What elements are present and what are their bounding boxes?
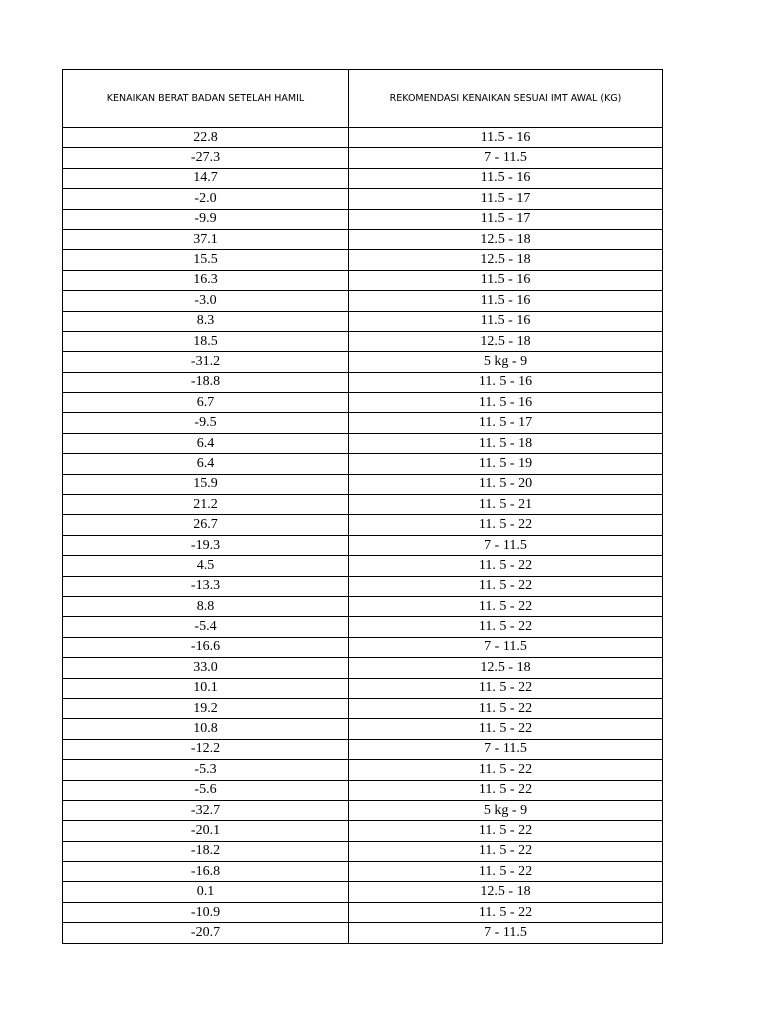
cell-recommendation[interactable]: 11.5 - 16 [349, 311, 663, 331]
cell-weight-gain[interactable]: -12.2 [63, 739, 349, 759]
cell-recommendation[interactable]: 11. 5 - 22 [349, 576, 663, 596]
cell-recommendation[interactable]: 7 - 11.5 [349, 739, 663, 759]
table-row [63, 556, 663, 576]
cell-recommendation[interactable]: 11. 5 - 22 [349, 719, 663, 739]
cell-weight-gain[interactable]: 37.1 [63, 229, 349, 249]
table-row [63, 495, 663, 515]
cell-recommendation[interactable]: 11.5 - 17 [349, 189, 663, 209]
table-row [63, 474, 663, 494]
cell-recommendation[interactable]: 11. 5 - 18 [349, 433, 663, 453]
table-row [63, 882, 663, 902]
table-row [63, 780, 663, 800]
cell-recommendation[interactable]: 7 - 11.5 [349, 148, 663, 168]
table-row [63, 311, 663, 331]
cell-recommendation[interactable]: 11. 5 - 22 [349, 596, 663, 616]
cell-weight-gain[interactable]: 18.5 [63, 331, 349, 351]
table-row [63, 923, 663, 943]
table-row [63, 352, 663, 372]
cell-weight-gain[interactable]: -16.6 [63, 637, 349, 657]
cell-recommendation[interactable]: 12.5 - 18 [349, 250, 663, 270]
cell-weight-gain[interactable]: 21.2 [63, 495, 349, 515]
table-row [63, 128, 663, 148]
cell-weight-gain[interactable]: 14.7 [63, 168, 349, 188]
cell-recommendation[interactable]: 11.5 - 16 [349, 270, 663, 290]
table-body [63, 128, 663, 944]
table-row [63, 821, 663, 841]
cell-weight-gain[interactable]: -20.7 [63, 923, 349, 943]
cell-weight-gain[interactable]: 6.4 [63, 433, 349, 453]
cell-recommendation[interactable]: 11.5 - 16 [349, 291, 663, 311]
table-row [63, 168, 663, 188]
cell-recommendation[interactable]: 11. 5 - 22 [349, 617, 663, 637]
table-row [63, 678, 663, 698]
cell-weight-gain[interactable]: 10.8 [63, 719, 349, 739]
cell-weight-gain[interactable]: -5.4 [63, 617, 349, 637]
header-row [63, 70, 663, 128]
cell-recommendation[interactable]: 11. 5 - 22 [349, 862, 663, 882]
table-row [63, 760, 663, 780]
cell-weight-gain[interactable]: -31.2 [63, 352, 349, 372]
cell-weight-gain[interactable]: 0.1 [63, 882, 349, 902]
cell-recommendation[interactable]: 7 - 11.5 [349, 923, 663, 943]
cell-weight-gain[interactable]: 8.8 [63, 596, 349, 616]
table-row [63, 454, 663, 474]
cell-weight-gain[interactable]: -18.2 [63, 841, 349, 861]
table-row [63, 372, 663, 392]
cell-weight-gain[interactable]: -9.9 [63, 209, 349, 229]
table-row [63, 719, 663, 739]
cell-recommendation[interactable]: 11.5 - 16 [349, 168, 663, 188]
cell-weight-gain[interactable]: -27.3 [63, 148, 349, 168]
cell-weight-gain[interactable]: -5.6 [63, 780, 349, 800]
cell-recommendation[interactable]: 11.5 - 16 [349, 128, 663, 148]
table-row [63, 229, 663, 249]
table-row [63, 698, 663, 718]
cell-weight-gain[interactable]: -2.0 [63, 189, 349, 209]
table-row [63, 841, 663, 861]
table-row [63, 331, 663, 351]
table-row [63, 148, 663, 168]
cell-recommendation[interactable]: 12.5 - 18 [349, 882, 663, 902]
table-row [63, 209, 663, 229]
cell-recommendation[interactable]: 11. 5 - 22 [349, 780, 663, 800]
cell-weight-gain[interactable]: 8.3 [63, 311, 349, 331]
cell-weight-gain[interactable]: 19.2 [63, 698, 349, 718]
cell-recommendation[interactable]: 7 - 11.5 [349, 535, 663, 555]
cell-recommendation[interactable]: 5 kg - 9 [349, 800, 663, 820]
cell-weight-gain[interactable]: 4.5 [63, 556, 349, 576]
table-row [63, 739, 663, 759]
weight-gain-table [62, 69, 663, 944]
cell-recommendation[interactable]: 12.5 - 18 [349, 229, 663, 249]
table-row [63, 515, 663, 535]
cell-recommendation[interactable]: 11. 5 - 22 [349, 902, 663, 922]
cell-recommendation[interactable]: 11. 5 - 22 [349, 841, 663, 861]
cell-recommendation[interactable]: 7 - 11.5 [349, 637, 663, 657]
cell-weight-gain[interactable]: 6.4 [63, 454, 349, 474]
cell-recommendation[interactable]: 11. 5 - 20 [349, 474, 663, 494]
cell-weight-gain[interactable]: -9.5 [63, 413, 349, 433]
table-row [63, 250, 663, 270]
table-row [63, 433, 663, 453]
cell-weight-gain[interactable]: 16.3 [63, 270, 349, 290]
cell-weight-gain[interactable]: 33.0 [63, 658, 349, 678]
cell-recommendation[interactable]: 11. 5 - 16 [349, 393, 663, 413]
cell-weight-gain[interactable]: -19.3 [63, 535, 349, 555]
table-row [63, 393, 663, 413]
cell-recommendation[interactable]: 12.5 - 18 [349, 658, 663, 678]
table-row [63, 617, 663, 637]
cell-weight-gain[interactable]: -16.8 [63, 862, 349, 882]
header-recommendation: REKOMENDASI KENAIKAN SESUAI IMT AWAL (KG) [349, 70, 663, 128]
cell-weight-gain[interactable]: -13.3 [63, 576, 349, 596]
cell-weight-gain[interactable]: 10.1 [63, 678, 349, 698]
table-row [63, 658, 663, 678]
table-row [63, 862, 663, 882]
cell-recommendation[interactable]: 11. 5 - 22 [349, 678, 663, 698]
table-row [63, 576, 663, 596]
cell-weight-gain[interactable]: 26.7 [63, 515, 349, 535]
cell-recommendation[interactable]: 11. 5 - 22 [349, 760, 663, 780]
cell-recommendation[interactable]: 5 kg - 9 [349, 352, 663, 372]
cell-recommendation[interactable]: 11. 5 - 16 [349, 372, 663, 392]
cell-weight-gain[interactable]: 22.8 [63, 128, 349, 148]
cell-weight-gain[interactable]: -5.3 [63, 760, 349, 780]
cell-weight-gain[interactable]: -32.7 [63, 800, 349, 820]
cell-recommendation[interactable]: 11. 5 - 21 [349, 495, 663, 515]
cell-recommendation[interactable]: 11. 5 - 22 [349, 821, 663, 841]
table-row [63, 189, 663, 209]
table-row [63, 800, 663, 820]
cell-recommendation[interactable]: 11. 5 - 19 [349, 454, 663, 474]
cell-weight-gain[interactable]: 6.7 [63, 393, 349, 413]
cell-weight-gain[interactable]: -18.8 [63, 372, 349, 392]
header-weight-gain: KENAIKAN BERAT BADAN SETELAH HAMIL [63, 70, 349, 128]
cell-recommendation[interactable]: 11. 5 - 17 [349, 413, 663, 433]
cell-weight-gain[interactable]: 15.9 [63, 474, 349, 494]
cell-weight-gain[interactable]: -3.0 [63, 291, 349, 311]
table-row [63, 637, 663, 657]
cell-recommendation[interactable]: 12.5 - 18 [349, 331, 663, 351]
cell-recommendation[interactable]: 11. 5 - 22 [349, 515, 663, 535]
table-row [63, 535, 663, 555]
cell-weight-gain[interactable]: 15.5 [63, 250, 349, 270]
cell-weight-gain[interactable]: -20.1 [63, 821, 349, 841]
table-row [63, 902, 663, 922]
spreadsheet-page [62, 69, 662, 944]
table-row [63, 270, 663, 290]
cell-weight-gain[interactable]: -10.9 [63, 902, 349, 922]
cell-recommendation[interactable]: 11. 5 - 22 [349, 698, 663, 718]
cell-recommendation[interactable]: 11. 5 - 22 [349, 556, 663, 576]
table-row [63, 291, 663, 311]
cell-recommendation[interactable]: 11.5 - 17 [349, 209, 663, 229]
table-row [63, 413, 663, 433]
table-row [63, 596, 663, 616]
